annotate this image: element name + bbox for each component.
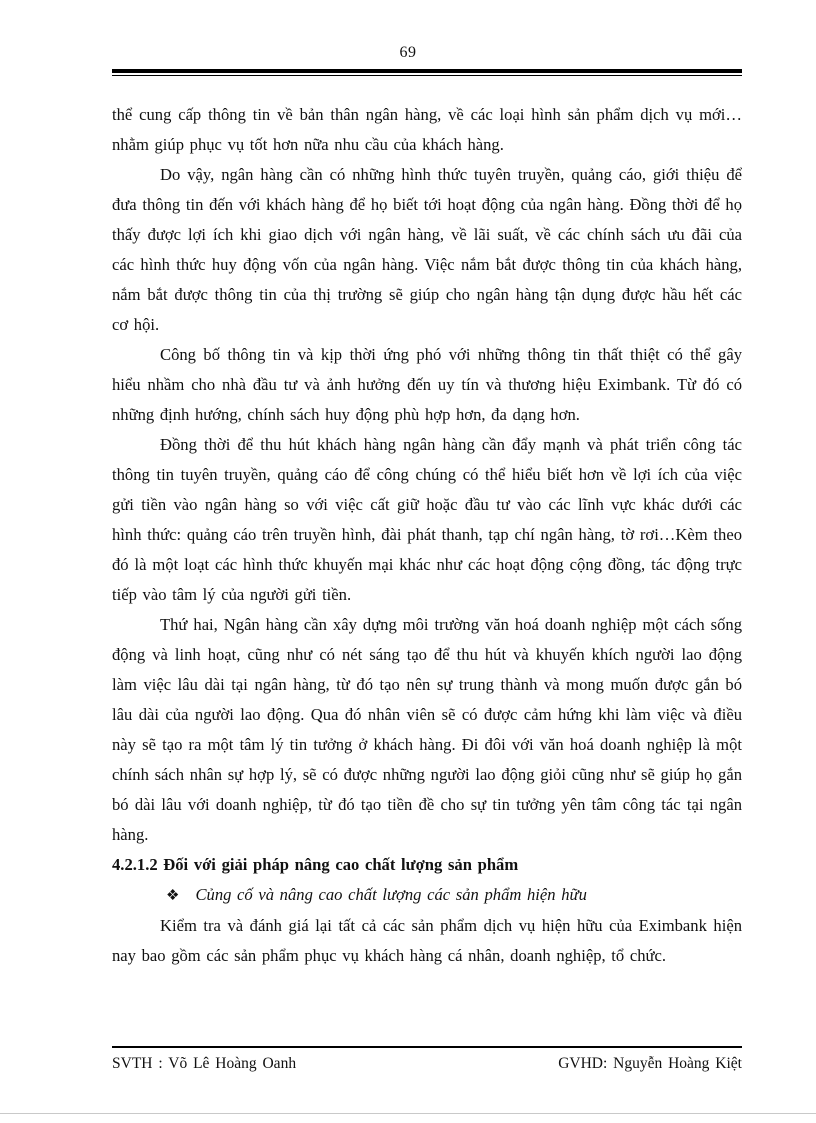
- footer-student: SVTH : Võ Lê Hoàng Oanh: [112, 1055, 297, 1072]
- paragraph: Kiểm tra và đánh giá lại tất cả các sản phẩm dịch vụ hiện hữu của Eximbank hiện nay bao gồm các sản phẩm phục vụ khách hàng cá nhân, doanh nghiệp, tổ chức.: [112, 916, 742, 965]
- page-number: 69: [399, 44, 417, 61]
- paragraph: Công bố thông tin và kịp thời ứng phó với những thông tin thất thiệt có thể gây hiểu nhầm cho nhà đầu tư và ảnh hưởng đến uy tín và thương hiệu Eximbank. Từ đó có những định hướng, chính sách huy động phù hợp hơn, đa dạng hơn.: [112, 345, 742, 424]
- bullet-text: Củng cố và nâng cao chất lượng các sản phẩm hiện hữu: [195, 885, 587, 904]
- page-bottom-edge: [0, 1113, 816, 1114]
- top-rule-thick: [112, 69, 742, 73]
- page-body: [112, 100, 742, 971]
- paragraph: Do vậy, ngân hàng cần có những hình thức tuyên truyền, quảng cáo, giới thiệu để đưa thông tin đến với khách hàng để họ biết tới hoạt động của ngân hàng. Đồng thời để họ thấy được lợi ích khi giao dịch với ngân hàng, về lãi suất, về các chính sách ưu đãi của các hình thức huy động vốn của ngân hàng. Việc nắm bắt được thông tin của khách hàng, nắm bắt được thông tin của thị trường sẽ giúp cho ngân hàng tận dụng được hầu hết các cơ hội.: [112, 165, 742, 334]
- page-footer: [112, 1055, 742, 1073]
- top-rule-thin: [112, 75, 742, 76]
- footer-rule: [112, 1046, 742, 1048]
- diamond-bullet-icon: ❖: [166, 888, 180, 904]
- paragraph: Đồng thời để thu hút khách hàng ngân hàng cần đẩy mạnh và phát triển công tác thông tin tuyên truyền, quảng cáo để công chúng có thể hiểu biết hơn về lợi ích của việc gửi tiền vào ngân hàng so với việc cất giữ hoặc đầu tư vào các lĩnh vực khác dưới các hình thức: quảng cáo trên truyền hình, đài phát thanh, tạp chí ngân hàng, tờ rơi…Kèm theo đó là một loạt các hình thức khuyến mại khác như các hoạt động cộng đồng, tác động trực tiếp vào tâm lý của người gửi tiền.: [112, 435, 742, 604]
- paragraph: thể cung cấp thông tin về bản thân ngân hàng, về các loại hình sản phẩm dịch vụ mới…nhằm giúp phục vụ tốt hơn nữa nhu cầu của khách hàng.: [112, 105, 742, 154]
- section-heading: 4.2.1.2 Đối với giải pháp nâng cao chất lượng sản phẩm: [112, 855, 519, 874]
- paragraph: Thứ hai, Ngân hàng cần xây dựng môi trường văn hoá doanh nghiệp một cách sống động và linh hoạt, cũng như có nét sáng tạo để thu hút và khuyến khích người lao động làm việc lâu dài tại ngân hàng, từ đó tạo nên sự trung thành và mong muốn được gắn bó lâu dài của người lao động. Qua đó nhân viên sẽ có được cảm hứng khi làm việc và điều này sẽ tạo ra một tâm lý tin tưởng ở khách hàng. Đi đôi với văn hoá doanh nghiệp là một chính sách nhân sự hợp lý, sẽ có được những người lao động giỏi cũng như sẽ giúp họ gắn bó dài lâu với doanh nghiệp, từ đó tạo tiền đề cho sự tin tưởng yên tâm công tác tại ngân hàng.: [112, 615, 742, 844]
- top-rule: [112, 69, 742, 76]
- bullet-item: [112, 880, 742, 911]
- footer-advisor: GVHD: Nguyễn Hoàng Kiệt: [558, 1055, 742, 1072]
